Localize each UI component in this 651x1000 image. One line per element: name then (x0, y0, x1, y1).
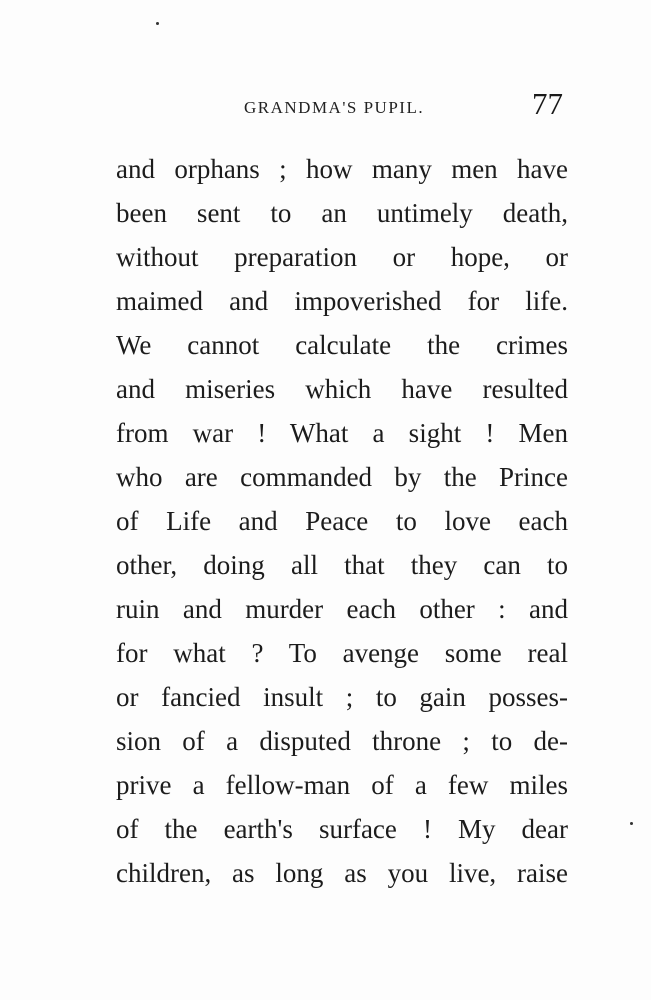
text-line: from war ! What a sight ! Men (116, 418, 568, 448)
text-line: who are commanded by the Prince (116, 462, 568, 492)
running-head: GRANDMA'S PUPIL. (244, 98, 425, 117)
text-line: maimed and impoverished for life. (116, 286, 568, 316)
text-line: and orphans ; how many men have (116, 154, 568, 184)
text-line: We cannot calculate the crimes (116, 330, 568, 360)
text-line: children, as long as you live, raise (116, 858, 568, 888)
text-line: of the earth's surface ! My dear (116, 814, 568, 844)
text-line: been sent to an untimely death, (116, 198, 568, 228)
text-line: prive a fellow-man of a few miles (116, 770, 568, 800)
text-line: ruin and murder each other : and (116, 594, 568, 624)
text-line: for what ? To avenge some real (116, 638, 568, 668)
text-line: of Life and Peace to love each (116, 506, 568, 536)
ink-speck (630, 822, 633, 825)
page-number: 77 (532, 86, 563, 121)
text-line: and miseries which have resulted (116, 374, 568, 404)
text-line: without preparation or hope, or (116, 242, 568, 272)
body-text (116, 147, 568, 895)
text-line: sion of a disputed throne ; to de- (116, 726, 568, 756)
text-line: or fancied insult ; to gain posses- (116, 682, 568, 712)
ink-speck (156, 22, 159, 25)
text-line: other, doing all that they can to (116, 550, 568, 580)
